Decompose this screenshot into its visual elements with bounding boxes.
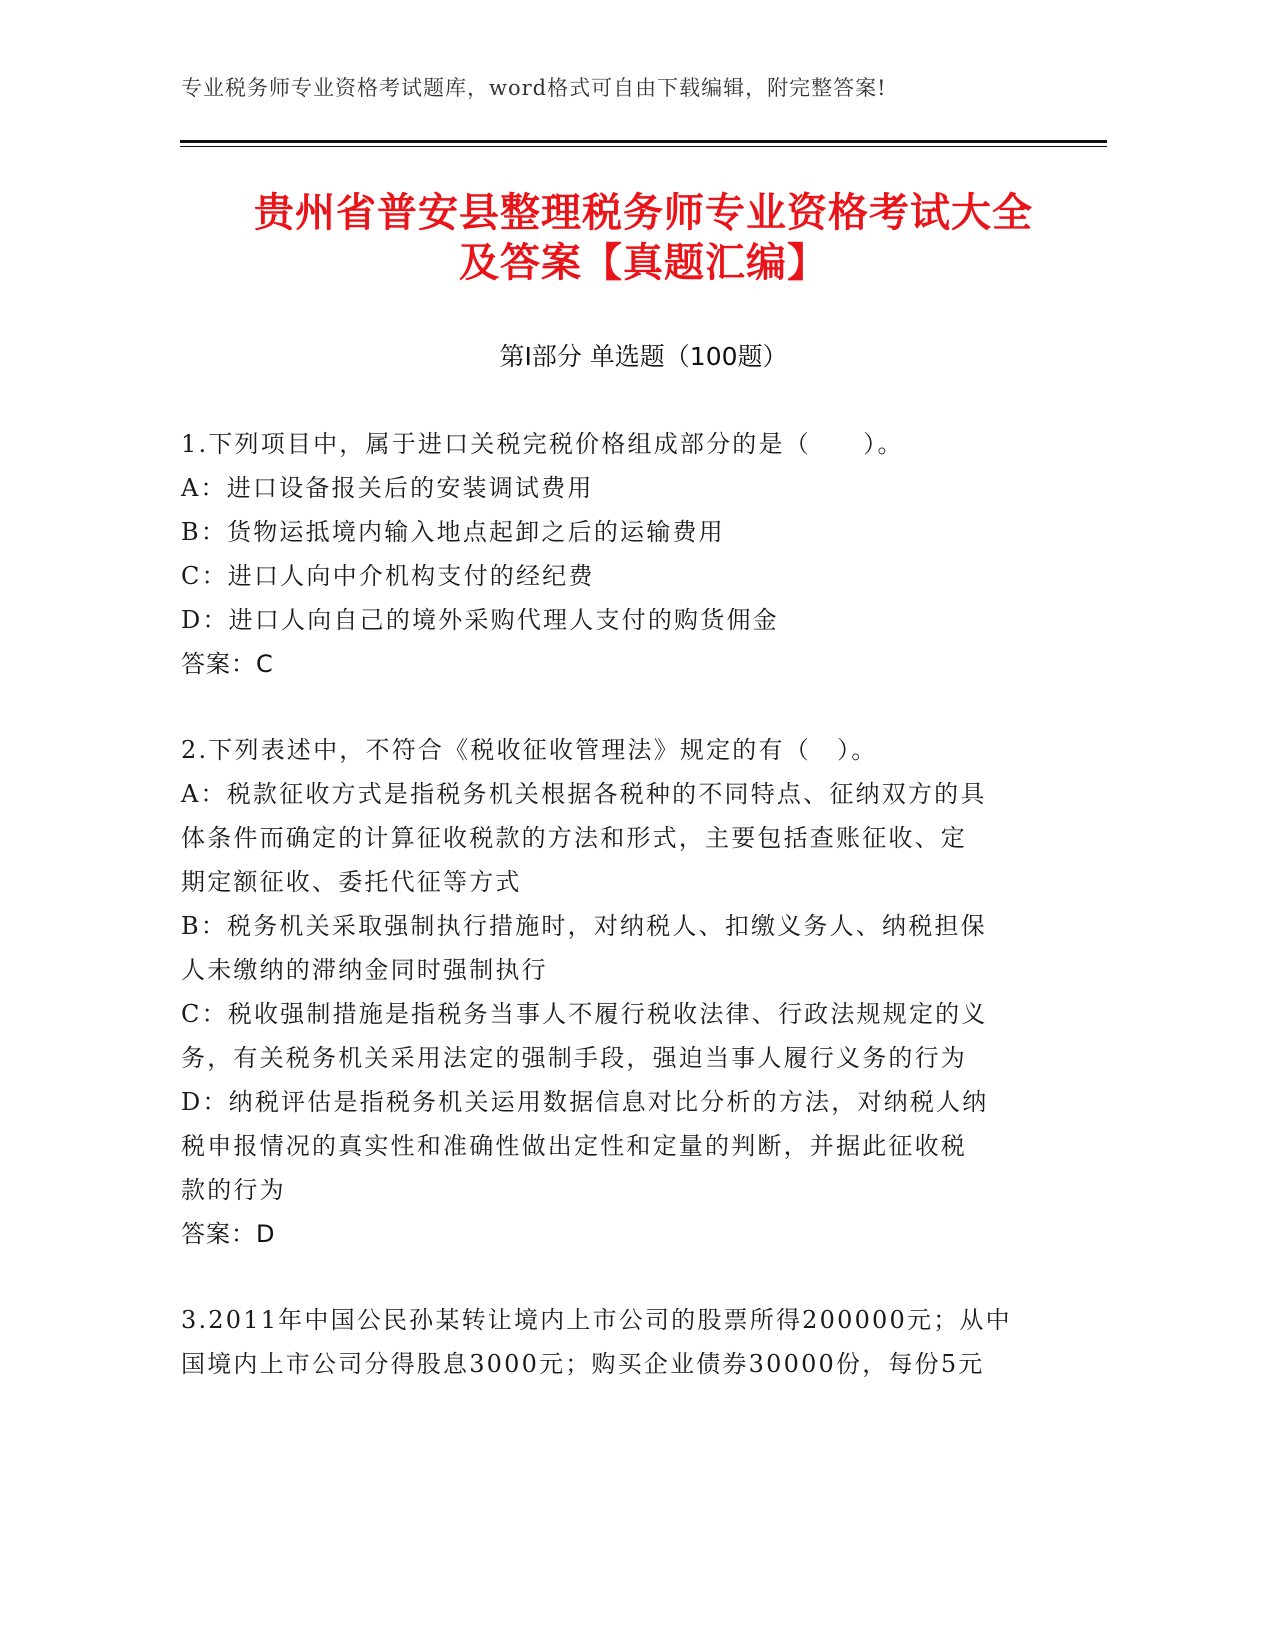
document-title-line-1: 贵州省普安县整理税务师专业资格考试大全 — [254, 190, 1033, 236]
question-1-answer: 答案：C — [181, 650, 274, 678]
question-2-option-c — [181, 992, 1031, 1080]
header-rule-thin — [180, 146, 1107, 147]
question-2-option-b — [181, 904, 1031, 992]
option-line: 款的行为 — [181, 1176, 286, 1204]
question-1-stem: 1.下列项目中，属于进口关税完税价格组成部分的是（ ）。 — [181, 430, 904, 458]
question-3 — [181, 1298, 1031, 1386]
question-gap — [181, 686, 1031, 728]
option-line: 人未缴纳的滞纳金同时强制执行 — [181, 956, 548, 984]
option-line: 期定额征收、委托代征等方式 — [181, 868, 522, 896]
option-line: D：纳税评估是指税务机关运用数据信息对比分析的方法，对纳税人纳 — [181, 1088, 989, 1116]
question-3-stem-line-2: 国境内上市公司分得股息3000元；购买企业债券30000份，每份5元 — [181, 1350, 985, 1378]
option-line: C：税收强制措施是指税务当事人不履行税收法律、行政法规规定的义 — [181, 1000, 988, 1028]
question-1-option-c: C：进口人向中介机构支付的经纪费 — [181, 562, 595, 590]
question-2-answer: 答案：D — [181, 1220, 276, 1248]
option-line: 体条件而确定的计算征收税款的方法和形式，主要包括查账征收、定 — [181, 824, 967, 852]
document-title — [180, 188, 1107, 288]
question-1-option-d: D：进口人向自己的境外采购代理人支付的购货佣金 — [181, 606, 779, 634]
question-1-option-b: B：货物运抵境内输入地点起卸之后的运输费用 — [181, 518, 725, 546]
option-line: A：税款征收方式是指税务机关根据各税种的不同特点、征纳双方的具 — [181, 780, 987, 808]
option-line: 税申报情况的真实性和准确性做出定性和定量的判断，并据此征收税 — [181, 1132, 967, 1160]
page-header: 专业税务师专业资格考试题库，word格式可自由下载编辑，附完整答案! — [181, 76, 887, 100]
question-2-option-d — [181, 1080, 1031, 1212]
question-2-option-a — [181, 772, 1031, 904]
header-rule-thick — [180, 140, 1107, 143]
document-title-line-2: 及答案【真题汇编】 — [459, 240, 828, 286]
question-list — [181, 422, 1031, 1386]
option-line: 务，有关税务机关采用法定的强制手段，强迫当事人履行义务的行为 — [181, 1044, 967, 1072]
question-2 — [181, 728, 1031, 1256]
question-3-stem-line-1: 3.2011年中国公民孙某转让境内上市公司的股票所得200000元；从中 — [181, 1306, 1012, 1334]
question-gap — [181, 1256, 1031, 1298]
question-2-stem: 2.下列表述中，不符合《税收征收管理法》规定的有（ ）。 — [181, 736, 878, 764]
question-1-option-a: A：进口设备报关后的安装调试费用 — [181, 474, 594, 502]
question-1 — [181, 422, 1031, 686]
option-line: B：税务机关采取强制执行措施时，对纳税人、扣缴义务人、纳税担保 — [181, 912, 987, 940]
section-heading: 第Ⅰ部分 单选题（100题） — [499, 342, 788, 371]
